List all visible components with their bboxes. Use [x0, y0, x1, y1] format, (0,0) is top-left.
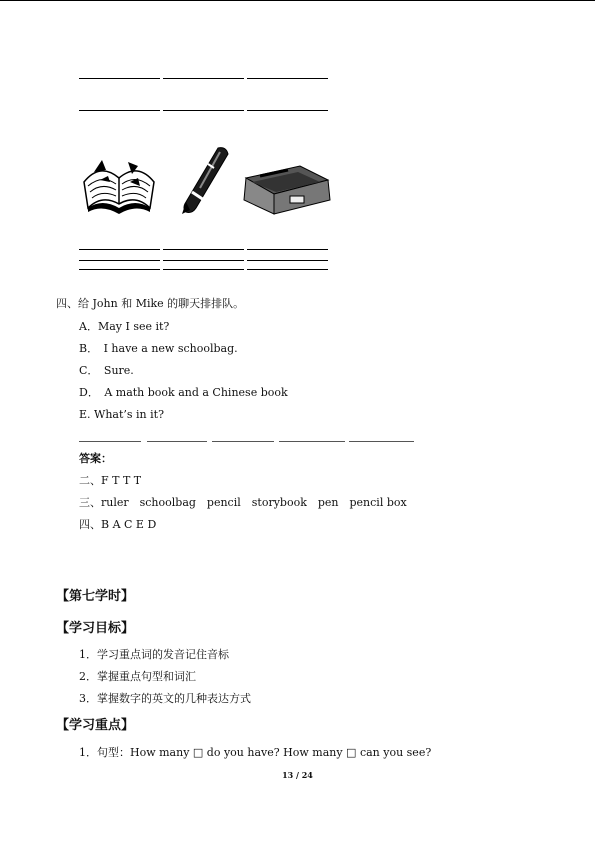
open-book-icon — [80, 152, 158, 218]
answer-blank[interactable] — [79, 260, 160, 261]
order-blank[interactable] — [279, 441, 345, 443]
pencil-box-icon — [240, 162, 332, 220]
answer-three: 三、ruler schoolbag pencil storybook pen pencil box — [79, 496, 407, 509]
answer-blank[interactable] — [79, 78, 160, 79]
answer-blank[interactable] — [79, 110, 160, 111]
key-title: 【学习重点】 — [56, 718, 135, 733]
answer-four: 四、B A C E D — [79, 518, 157, 531]
pen-icon — [178, 144, 234, 220]
order-blank[interactable] — [147, 441, 207, 443]
answer-blank[interactable] — [163, 78, 244, 79]
answer-blank[interactable] — [79, 269, 160, 270]
answer-blank[interactable] — [247, 110, 328, 111]
answers-label: 答案： — [79, 452, 112, 465]
answer-blank[interactable] — [247, 269, 328, 270]
answer-blank[interactable] — [163, 260, 244, 261]
answer-two: 二、F T T T — [79, 474, 142, 487]
answer-blank[interactable] — [247, 78, 328, 79]
answer-blank[interactable] — [79, 249, 160, 250]
answer-blank[interactable] — [163, 269, 244, 270]
page-number: 13 / 24 — [282, 770, 313, 780]
page-top-border — [0, 0, 595, 1]
option-b: B． I have a new schoolbag. — [79, 342, 238, 355]
key-point-1: 1．句型：How many □ do you have? How many □ can you see? — [79, 746, 432, 759]
blank-row-1 — [79, 78, 329, 79]
blank-row-2 — [79, 110, 329, 111]
order-blank[interactable] — [79, 441, 141, 443]
option-d: D． A math book and a Chinese book — [79, 386, 288, 399]
option-a: A．May I see it? — [79, 320, 170, 333]
blank-row-3 — [79, 249, 329, 250]
option-c: C． Sure. — [79, 364, 134, 377]
order-blank[interactable] — [212, 441, 274, 443]
answer-blank[interactable] — [247, 260, 328, 261]
goals-title: 【学习目标】 — [56, 621, 135, 636]
answer-blank[interactable] — [247, 249, 328, 250]
goal-item: 2．掌握重点句型和词汇 — [79, 670, 196, 683]
lesson-title: 【第七学时】 — [56, 589, 135, 604]
goal-item: 1．学习重点词的发音记住音标 — [79, 648, 229, 661]
answer-blank[interactable] — [163, 249, 244, 250]
order-blank[interactable] — [349, 441, 414, 443]
answer-blank[interactable] — [163, 110, 244, 111]
goal-item: 3．掌握数字的英文的几种表达方式 — [79, 692, 251, 705]
section-four-title: 四、给 John 和 Mike 的聊天排排队。 — [56, 297, 245, 310]
blank-row-5 — [79, 269, 329, 270]
blank-row-4 — [79, 260, 329, 261]
option-e: E. What’s in it? — [79, 408, 164, 421]
